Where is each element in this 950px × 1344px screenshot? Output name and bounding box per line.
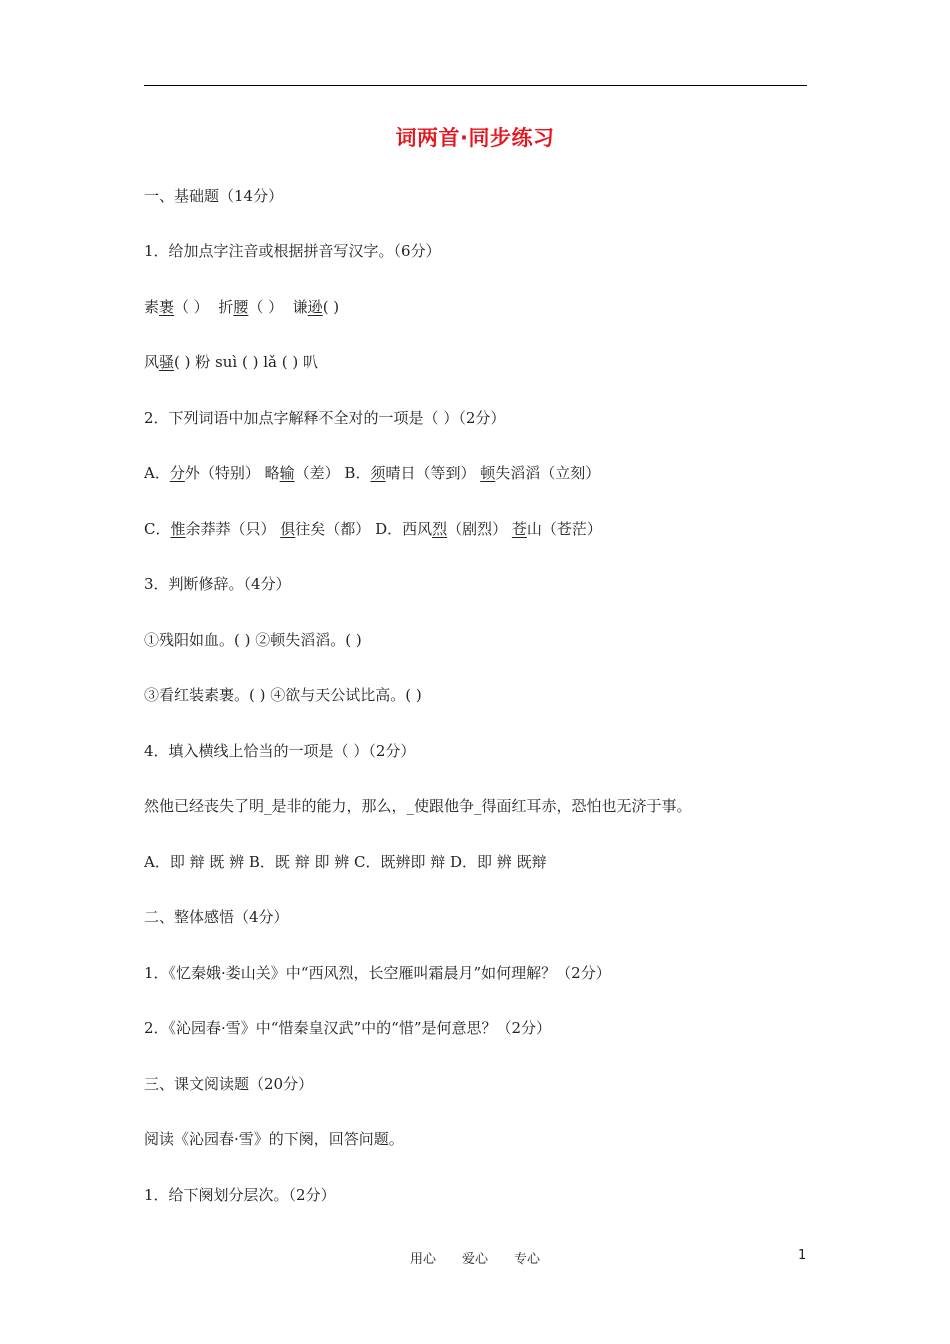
section-3-question-1: 1．给下阕划分层次。（2分） [144,1186,336,1204]
question-4-sentence: 然他已经丧失了明_是非的能力，那么，_使跟他争_得面红耳赤，恐怕也无济于事。 [144,797,692,815]
section-3-heading: 三、课文阅读题（20分） [144,1075,314,1093]
question-4: 4．填入横线上恰当的一项是（ ）（2分） [144,742,416,760]
question-1-line-a: 素裹（ ） 折腰（ ） 谦逊( ) [144,298,340,316]
section-2-question-2: 2．《沁园春·雪》中“惜秦皇汉武”中的“惜”是何意思？（2分） [144,1019,552,1037]
question-3-line-b: ③看红装素裹。( ) ④欲与天公试比高。( ) [144,686,422,704]
section-1-heading: 一、基础题（14分） [144,187,284,205]
document-title: 词两首·同步练习 [395,126,555,150]
question-3: 3．判断修辞。（4分） [144,575,291,593]
question-3-line-a: ①残阳如血。( ) ②顿失滔滔。( ) [144,631,362,649]
question-2: 2．下列词语中加点字解释不全对的一项是（ ）（2分） [144,409,506,427]
header-rule [144,85,807,86]
question-2-options-cd: C．惟余莽莽（只） 俱往矣（都） D．西风烈（剧烈） 苍山（苍茫） [144,520,602,538]
section-2-question-1: 1．《忆秦娥·娄山关》中“西风烈，长空雁叫霜晨月”如何理解？（2分） [144,964,611,982]
footer-motto: 用心 爱心 专心 [409,1252,540,1267]
question-1-line-b: 风骚( ) 粉 suì ( ) lǎ ( ) 叭 [144,353,318,371]
question-2-options-ab: A．分外（特别） 略输（差） B．须晴日（等到） 顿失滔滔（立刻） [144,464,601,482]
question-1: 1．给加点字注音或根据拼音写汉字。（6分） [144,242,441,260]
section-2-heading: 二、整体感悟（4分） [144,908,289,926]
page-number: 1 [798,1248,807,1263]
question-4-options: A．即 辩 既 辨 B．既 辩 即 辨 C．既辨即 辩 D．即 辨 既辩 [144,853,547,871]
section-3-instruction: 阅读《沁园春·雪》的下阕，回答问题。 [144,1130,404,1148]
